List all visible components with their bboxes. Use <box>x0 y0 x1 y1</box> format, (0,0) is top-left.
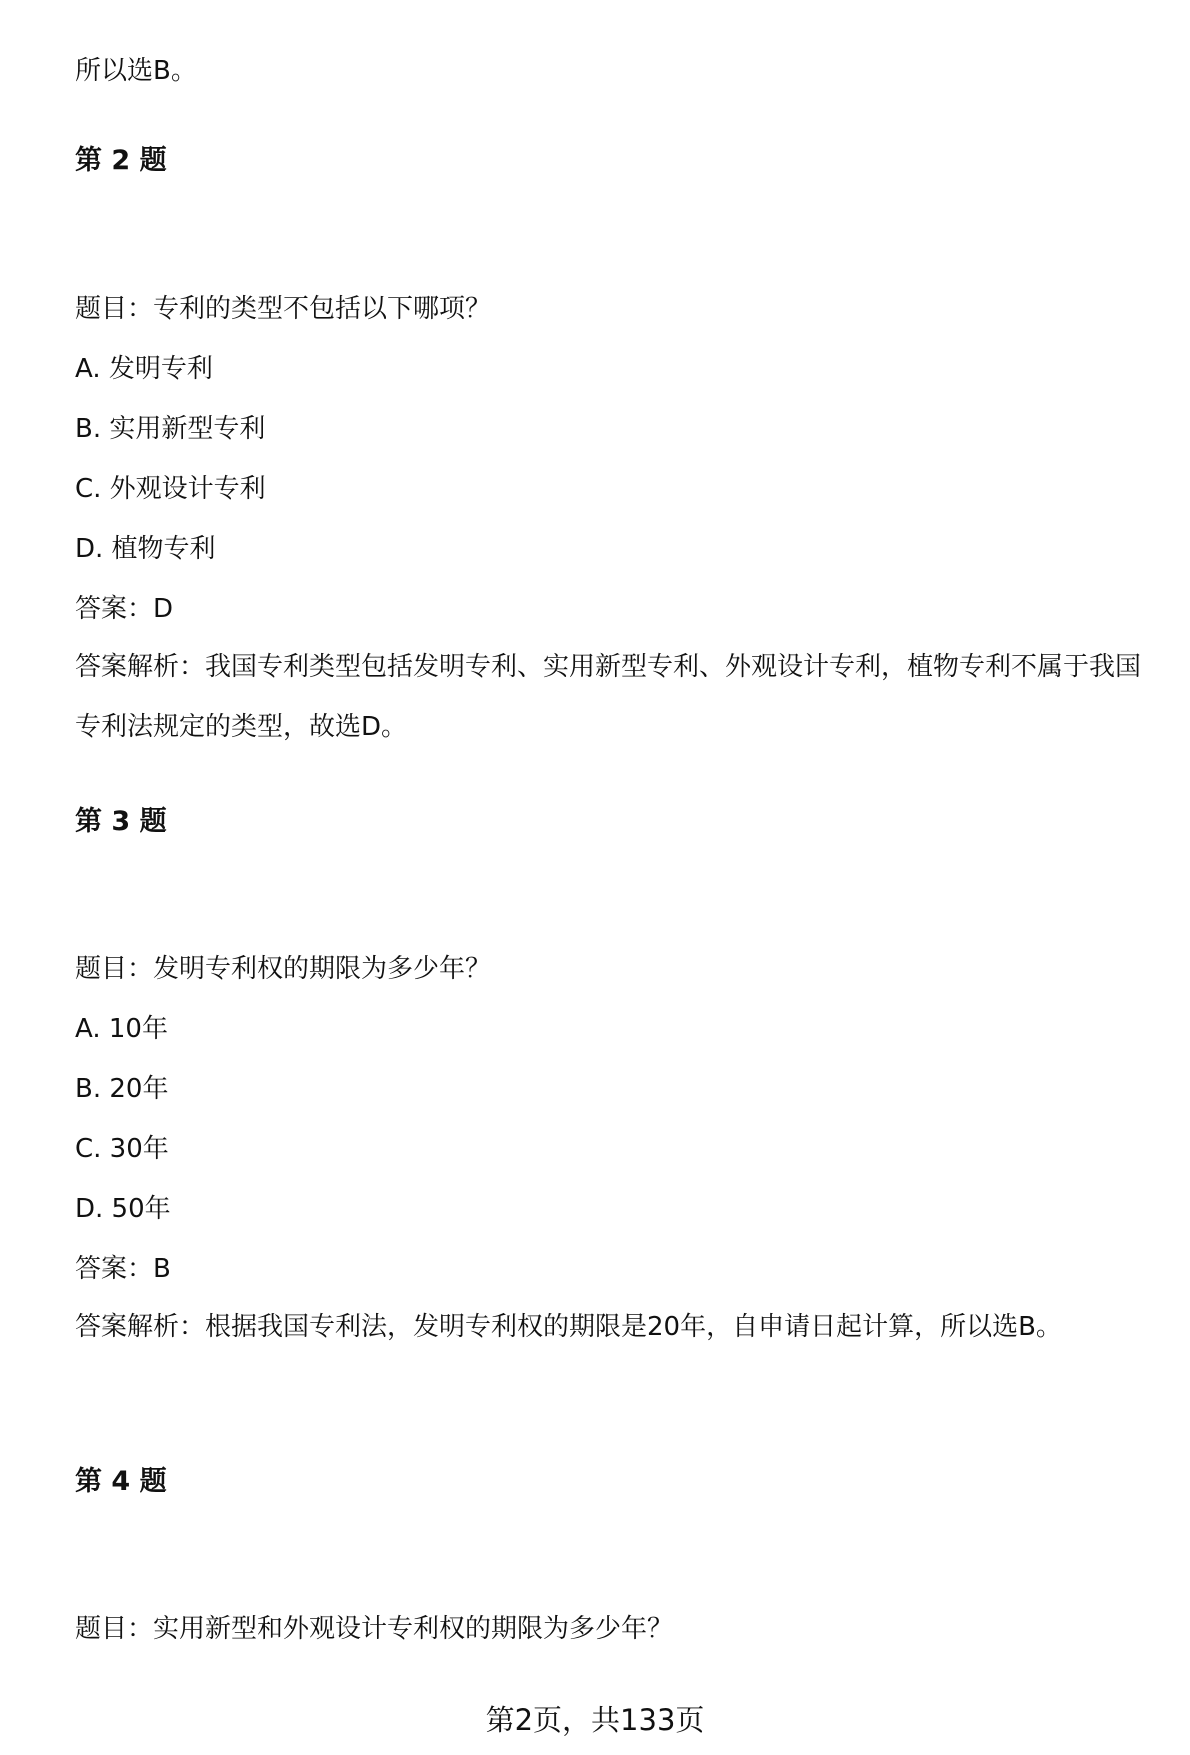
option-b: B. 20年 <box>75 1074 169 1104</box>
answer-explanation: 答案解析：我国专利类型包括发明专利、实用新型专利、外观设计专利，植物专利不属于我国专利法规定的类型，故选D。 <box>75 652 1142 742</box>
answer-explanation: 答案解析：根据我国专利法，发明专利权的期限是20年，自申请日起计算，所以选B。 <box>75 1312 1062 1342</box>
question-text: 题目：专利的类型不包括以下哪项？ <box>75 294 492 324</box>
question-text: 题目：发明专利权的期限为多少年？ <box>75 954 492 984</box>
question-heading: 第 4 题 <box>75 1466 167 1497</box>
question-text: 题目：实用新型和外观设计专利权的期限为多少年？ <box>75 1614 674 1644</box>
answer: 答案：B <box>75 1254 171 1284</box>
page-number: 第2页，共133页 <box>485 1703 705 1737</box>
option-c: C. 外观设计专利 <box>75 474 266 504</box>
question-heading: 第 3 题 <box>75 806 167 837</box>
option-d: D. 植物专利 <box>75 534 216 564</box>
option-a: A. 发明专利 <box>75 354 213 384</box>
option-b: B. 实用新型专利 <box>75 414 266 444</box>
previous-explanation-tail: 所以选B。 <box>75 56 197 86</box>
option-a: A. 10年 <box>75 1014 168 1044</box>
option-d: D. 50年 <box>75 1194 171 1224</box>
question-heading: 第 2 题 <box>75 145 167 176</box>
option-c: C. 30年 <box>75 1134 169 1164</box>
answer: 答案：D <box>75 594 174 624</box>
